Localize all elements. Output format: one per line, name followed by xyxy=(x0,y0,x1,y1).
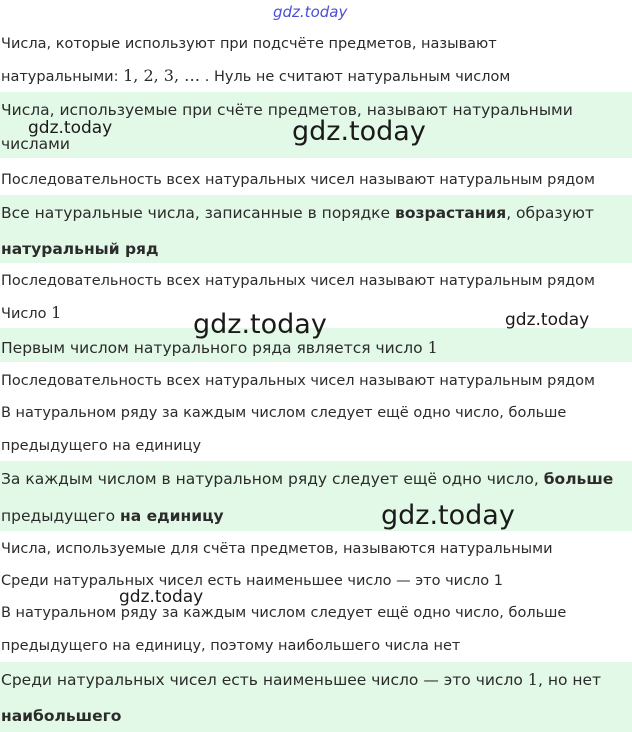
text-line: предыдущего на единицу xyxy=(1,438,202,454)
math-number: 1 xyxy=(51,303,62,322)
bold-term: наибольшего xyxy=(1,707,122,725)
text-line: Среди натуральных чисел есть наименьшее число — это число 1 xyxy=(1,573,504,589)
text-span: . Нуль не считают натуральным числом xyxy=(200,69,511,85)
text-line: Последовательность всех натуральных чисел называют натуральным рядом xyxy=(1,273,595,289)
bold-term: больше xyxy=(543,470,614,488)
highlighted-line: Числа, используемые при счёте предметов, называют натуральными xyxy=(1,101,573,119)
highlighted-line xyxy=(0,506,632,526)
text-span: Все натуральные числа, записанные в порядке xyxy=(1,204,396,222)
text-line: В натуральном ряду за каждым числом следует ещё одно число, больше xyxy=(1,605,567,621)
watermark: gdz.today xyxy=(193,309,327,340)
text-line: Числа, используемые для счёта предметов, называются натуральными xyxy=(1,541,553,557)
highlighted-line xyxy=(0,338,632,358)
text-line: В натуральном ряду за каждым числом следует ещё одно число, больше xyxy=(1,405,567,421)
math-sequence: 1, 2, 3, … xyxy=(123,66,201,85)
watermark: gdz.today xyxy=(505,310,590,330)
watermark: gdz.today xyxy=(273,3,348,21)
text-line: предыдущего на единицу, поэтому наибольшего числа нет xyxy=(1,638,461,654)
watermark: gdz.today xyxy=(28,118,113,138)
watermark: gdz.today xyxy=(381,500,515,531)
watermark: gdz.today xyxy=(292,116,426,147)
highlighted-line xyxy=(0,469,632,489)
text-span: натуральными: xyxy=(1,69,124,85)
math-number: 1 xyxy=(427,338,438,357)
highlighted-line xyxy=(0,203,632,223)
text-line: Числа, которые используют при подсчёте предметов, называют xyxy=(1,36,497,52)
text-span: , но нет xyxy=(537,671,602,689)
watermark: gdz.today xyxy=(119,587,204,607)
text-span: Число xyxy=(1,306,52,322)
text-line: Последовательность всех натуральных чисел называют натуральным рядом xyxy=(1,373,595,389)
text-span: , образуют xyxy=(506,204,594,222)
text-span: Первым числом натурального ряда является число xyxy=(1,339,428,357)
text-span: Среди натуральных чисел есть наименьшее число — это число xyxy=(1,671,528,689)
highlighted-line xyxy=(0,670,632,690)
text-span: предыдущего xyxy=(1,507,121,525)
bold-term: на единицу xyxy=(120,507,224,525)
text-line xyxy=(0,66,632,87)
highlighted-line: числами xyxy=(1,135,70,153)
math-number: 1 xyxy=(527,670,538,689)
bold-term: натуральный ряд xyxy=(1,240,159,258)
text-line: Последовательность всех натуральных чисел называют натуральным рядом xyxy=(1,172,595,188)
text-span: За каждым числом в натуральном ряду следует ещё одно число, xyxy=(1,470,544,488)
bold-term: возрастания xyxy=(395,204,507,222)
